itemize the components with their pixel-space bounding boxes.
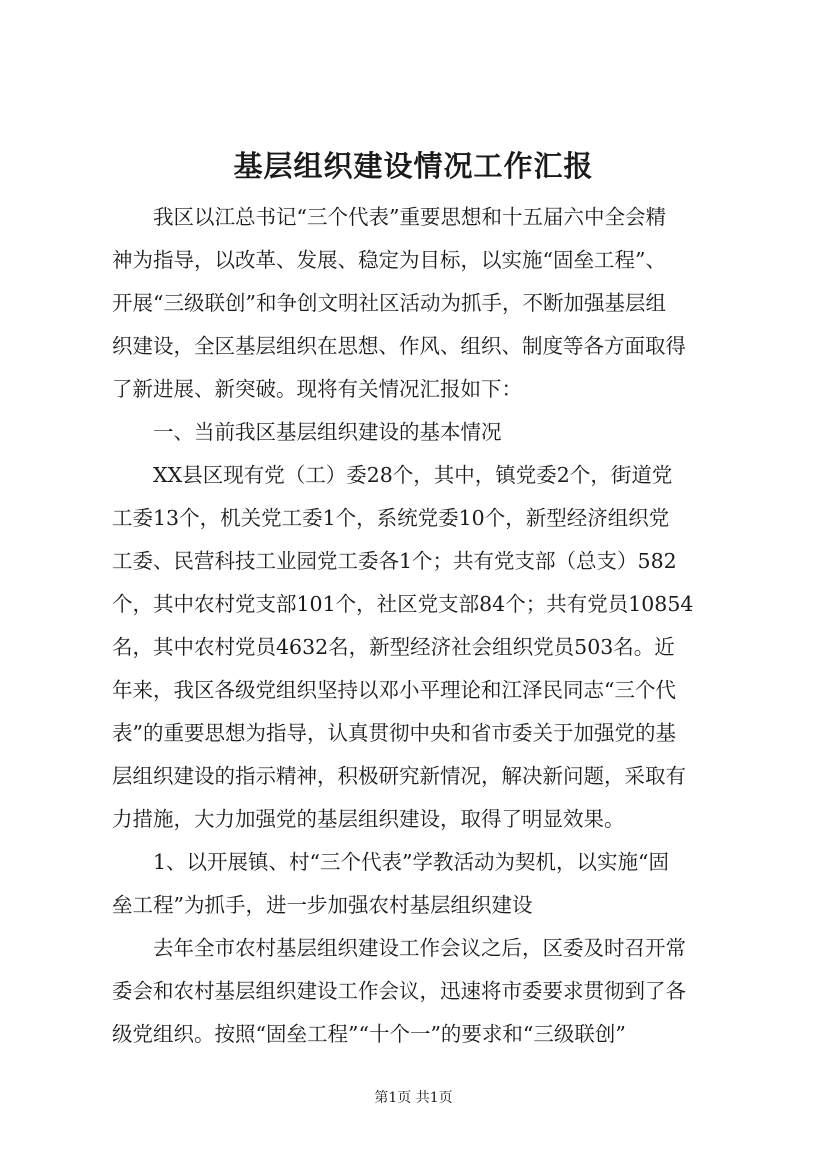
paragraph-line: XX县区现有党（工）委28个，其中，镇党委2个，街道党: [112, 463, 673, 487]
paragraph-line: 表”的重要思想为指导，认真贯彻中央和省市委关于加强党的基: [112, 721, 676, 745]
paragraph-line: 个，其中农村党支部101个，社区党支部84个；共有党员10854: [112, 592, 694, 616]
subsection-heading: 垒工程”为抓手，进一步加强农村基层组织建设: [112, 893, 533, 917]
page-number-footer: 第1页 共1页: [374, 1090, 453, 1106]
paragraph-line: 级党组织。按照“固垒工程”“十个一”的要求和“三级联创”: [112, 1022, 626, 1046]
document-title: 基层组织建设情况工作汇报: [233, 149, 594, 183]
paragraph-line: 年来，我区各级党组织坚持以邓小平理论和江泽民同志“三个代: [112, 678, 676, 702]
paragraph-line: 力措施，大力加强党的基层组织建设，取得了明显效果。: [112, 807, 625, 831]
paragraph-line: 神为指导，以改革、发展、稳定为目标，以实施“固垒工程”、: [112, 248, 666, 272]
subsection-heading: 1、以开展镇、村“三个代表”学教活动为契机，以实施“固: [112, 850, 669, 874]
paragraph-line: 工委13个，机关党工委1个，系统党委10个，新型经济组织党: [112, 506, 670, 530]
paragraph-line: 开展“三级联创”和争创文明社区活动为抓手，不断加强基层组: [112, 291, 666, 315]
paragraph-line: 了新进展、新突破。现将有关情况汇报如下：: [112, 377, 522, 401]
paragraph-line: 层组织建设的指示精神，积极研究新情况，解决新问题，采取有: [112, 764, 686, 788]
paragraph-line: 我区以江总书记“三个代表”重要思想和十五届六中全会精: [112, 205, 666, 229]
paragraph-line: 委会和农村基层组织建设工作会议，迅速将市委要求贯彻到了各: [112, 979, 686, 1003]
paragraph-line: 工委、民营科技工业园党工委各1个；共有党支部（总支）582: [112, 549, 677, 573]
document-body: [112, 196, 724, 1056]
paragraph-line: 名，其中农村党员4632名，新型经济社会组织党员503名。近: [112, 635, 675, 659]
section-heading: 一、当前我区基层组织建设的基本情况: [112, 420, 502, 444]
paragraph-line: 去年全市农村基层组织建设工作会议之后，区委及时召开常: [112, 936, 686, 960]
paragraph-line: 织建设，全区基层组织在思想、作风、组织、制度等各方面取得: [112, 334, 686, 358]
